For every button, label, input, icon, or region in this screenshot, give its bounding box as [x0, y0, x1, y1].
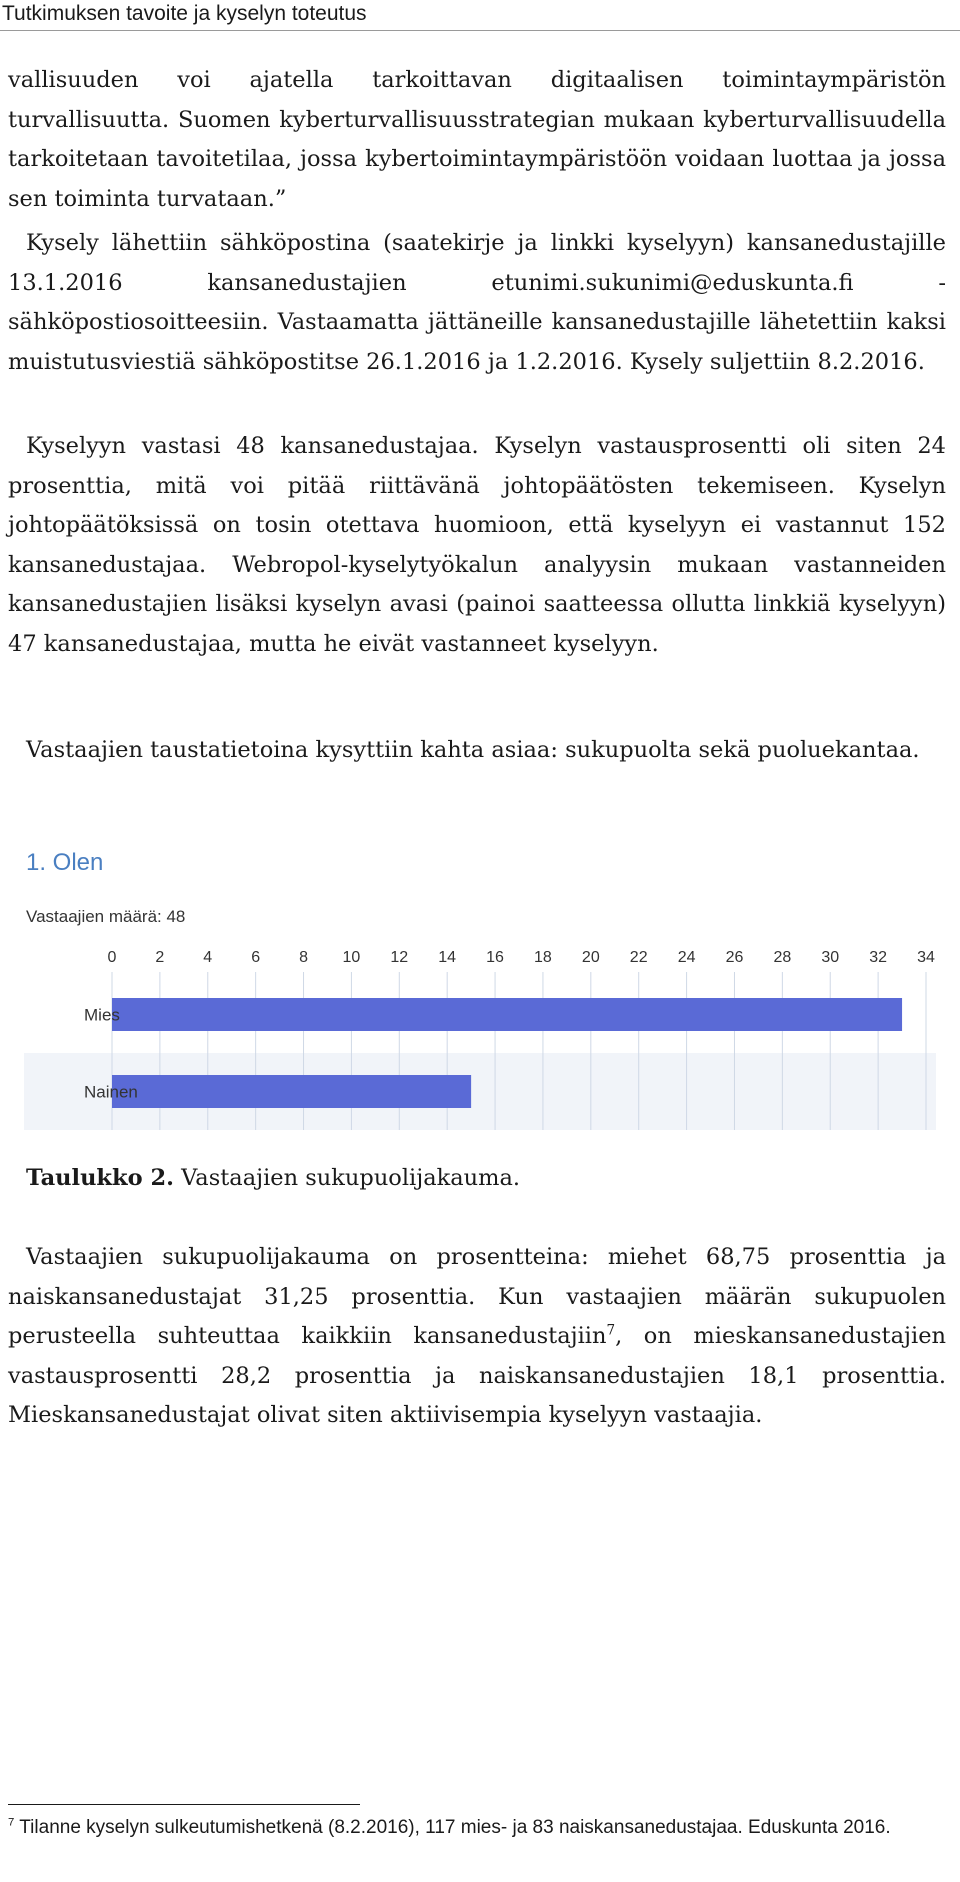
x-tick-label: 34 — [917, 949, 935, 966]
footnote-reference: 7 — [606, 1322, 616, 1339]
caption-label: Taulukko 2. — [26, 1165, 174, 1191]
footnote-divider — [8, 1804, 360, 1805]
bar-nainen — [112, 1075, 471, 1108]
chart-subtitle: Vastaajien määrä: 48 — [26, 907, 186, 926]
x-tick-label: 2 — [155, 949, 165, 966]
running-header: Tutkimuksen tavoite ja kyselyn toteutus — [2, 2, 367, 25]
x-tick-label: 0 — [107, 949, 117, 966]
paragraph-5-text-a: Vastaajien sukupuolijakauma on prosentteina: miehet 68,75 prosenttia ja naiskansanedustajat 31,25 prosenttia. Kun vastaajien määrän sukupuolen perusteella suhteuttaa kaikkiin kansanedustajiin — [8, 1244, 946, 1349]
x-tick-label: 24 — [677, 949, 696, 966]
paragraph-1: vallisuuden voi ajatella tarkoittavan digitaalisen toimintaympäristön turvallisuutta. Suomen kyberturvallisuusstrategian mukaan kyberturvallisuudella tarkoitetaan tavoitetilaa, jossa kybertoimintaympäristöön voidaan luottaa ja jossa sen toiminta turvataan.” — [8, 67, 946, 212]
x-tick-label: 16 — [486, 949, 504, 966]
x-tick-label: 6 — [251, 949, 261, 966]
x-tick-label: 32 — [869, 949, 888, 966]
footnote — [8, 1812, 946, 1844]
x-tick-label: 4 — [203, 949, 213, 966]
x-tick-label: 8 — [299, 949, 308, 966]
header-divider — [0, 30, 960, 31]
caption-text: Vastaajien sukupuolijakauma. — [173, 1165, 521, 1191]
paragraph-3: Kyselyyn vastasi 48 kansanedustajaa. Kyselyn vastausprosentti oli siten 24 prosenttia, mitä voi pitää riittävänä johtopäätösten tekemiseen. Kyselyn johtopäätöksissä on tosin otettava huomioon, että kyselyyn ei vastannut 152 kansanedustajaa. Webropol-kyselytyökalun analyysin mukaan vastanneiden kansanedustajien lisäksi kyselyn avasi (painoi saatteessa ollutta linkkiä kyselyyn) 47 kansanedustajaa, mutta he eivät vastanneet kyselyyn. — [8, 433, 946, 657]
x-tick-label: 30 — [821, 949, 840, 966]
paragraph-4: Vastaajien taustatietoina kysyttiin kahta asiaa: sukupuolta sekä puoluekantaa. — [26, 737, 920, 763]
paragraph-5-text-b: , on mieskansanedustajien vastausprosentti 28,2 prosenttia ja naiskansanedustajien 18,1 prosenttia. Mieskansanedustajat olivat siten aktiivisempia kyselyyn vastaajia. — [8, 1323, 946, 1428]
category-label: Nainen — [84, 1082, 138, 1102]
paragraph-2: Kysely lähettiin sähköpostina (saatekirje ja linkki kyselyyn) kansanedustajille 13.1.2016 kansanedustajien etunimi.sukunimi@eduskunta.fi -sähköpostiosoitteesiin. Vastaamatta jättäneille kansanedustajille lähetettiin kaksi muistutusviestiä sähköpostitse 26.1.2016 ja 1.2.2016. Kysely suljettiin 8.2.2016. — [8, 230, 946, 375]
figure-caption — [26, 1163, 520, 1193]
x-tick-label: 26 — [725, 949, 744, 966]
chart-title: 1. Olen — [26, 849, 104, 876]
x-tick-label: 12 — [390, 949, 409, 966]
x-tick-label: 10 — [342, 949, 361, 966]
x-tick-label: 14 — [438, 949, 457, 966]
paragraph-5 — [8, 1238, 946, 1436]
footnote-number: 7 — [8, 1816, 15, 1829]
footnote-text: Tilanne kyselyn sulkeutumishetkenä (8.2.2016), 117 mies- ja 83 naiskansanedustajaa. Eduskunta 2016. — [14, 1817, 891, 1838]
x-tick-label: 20 — [581, 949, 600, 966]
x-tick-label: 28 — [773, 949, 792, 966]
x-tick-label: 18 — [534, 949, 552, 966]
chart-plot-area — [24, 949, 936, 1130]
category-label: Mies — [84, 1005, 120, 1025]
gender-bar-chart — [24, 840, 944, 1130]
bar-mies — [112, 998, 902, 1031]
x-tick-label: 22 — [629, 949, 648, 966]
